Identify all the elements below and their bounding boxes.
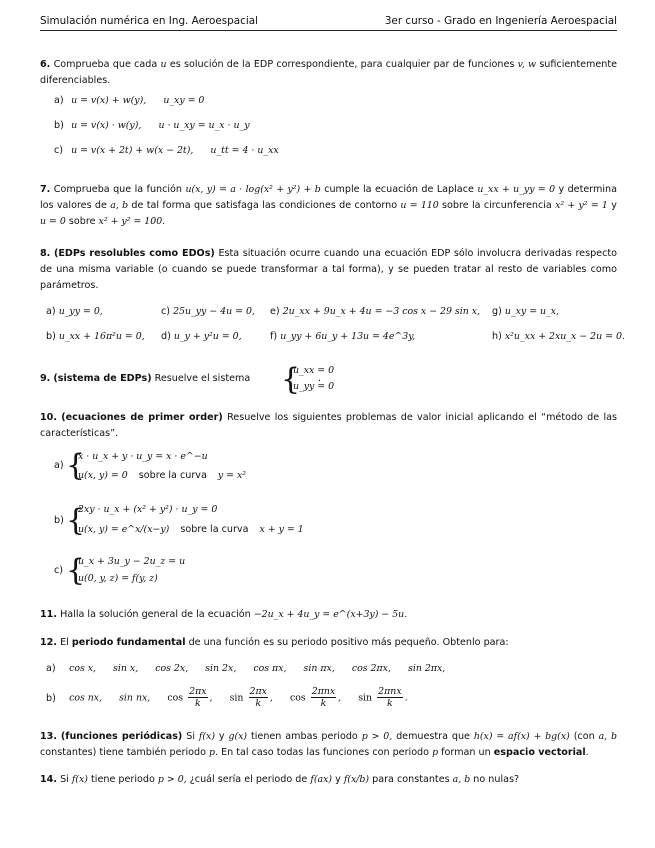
math: p > 0, xyxy=(157,774,187,785)
function: cos x, xyxy=(69,663,97,674)
problem-8-item-c xyxy=(161,306,255,317)
equation: u_xy = u_x, xyxy=(504,306,560,317)
fraction xyxy=(377,686,402,709)
function: cos nx, xyxy=(69,692,103,704)
fraction xyxy=(188,686,207,709)
problem-10-statement xyxy=(40,410,617,442)
math: u_xx + u_yy = 0 xyxy=(477,184,556,195)
problem-number: 6. xyxy=(40,59,51,70)
problem-number: 14. xyxy=(40,774,57,785)
problem-number: 11. xyxy=(40,609,57,620)
text: Comprueba que la función xyxy=(53,184,182,195)
problem-12-item-b xyxy=(46,686,408,709)
problem-8-item-d xyxy=(161,331,242,342)
item-label: d) xyxy=(161,331,171,342)
function: sin x, xyxy=(113,663,139,674)
item-label: b) xyxy=(54,120,64,131)
comma: , xyxy=(338,692,342,704)
text: de tal forma que satisfaga las condiciones de contorno xyxy=(131,200,398,211)
problem-8-item-e xyxy=(270,306,480,317)
problem-number: 8. xyxy=(40,248,51,259)
bold-term: espacio vectorial xyxy=(493,747,586,758)
item-label: e) xyxy=(270,306,280,317)
math: h(x) = af(x) + bg(x) xyxy=(473,731,570,742)
text: sobre xyxy=(68,216,96,227)
left-brace: { xyxy=(66,553,86,588)
problem-14-statement xyxy=(40,774,519,785)
math: a, b xyxy=(452,774,471,785)
text: . xyxy=(585,747,589,758)
numerator: 2πnx xyxy=(378,686,402,697)
problem-title: (sistema de EDPs) xyxy=(53,373,152,384)
period: . xyxy=(404,692,408,704)
period: . xyxy=(318,373,322,384)
function: cos πx, xyxy=(253,663,287,674)
problem-12-statement xyxy=(40,637,509,648)
text: no nulas? xyxy=(473,774,520,785)
equation: u = v(x) · w(y), xyxy=(71,120,142,131)
problem-8-statement xyxy=(40,246,617,294)
text: sobre la curva xyxy=(138,470,207,481)
math: f(x/b) xyxy=(343,774,370,785)
math: −2u_x + 4u_y = e^(x+3y) − 5u. xyxy=(253,609,408,620)
item-label: a) xyxy=(46,306,56,317)
fraction xyxy=(311,686,336,709)
denominator: k xyxy=(387,698,393,709)
equation: u = v(x + 2t) + w(x − 2t), xyxy=(71,145,194,156)
math: u(x, y) = e^x/(x−y) xyxy=(78,524,170,535)
denominator: k xyxy=(320,698,327,709)
equation: u_yy + 6u_y + 13u = 4e^3y, xyxy=(280,331,416,342)
problem-7-statement xyxy=(40,182,617,230)
system-eq-1: u_xx = 0 xyxy=(293,365,335,376)
problem-6-statement xyxy=(40,57,617,89)
text: demuestra que xyxy=(396,731,470,742)
math: u = 110 xyxy=(400,200,439,211)
equation: 25u_yy − 4u = 0, xyxy=(173,306,255,317)
text: Resuelve el sistema xyxy=(154,373,251,384)
problem-8-item-b xyxy=(46,331,145,342)
math: a, b xyxy=(598,731,617,742)
problem-number: 7. xyxy=(40,184,51,195)
function: cos 2x, xyxy=(155,663,189,674)
math: x² + y² = 100. xyxy=(98,216,166,227)
item-label: c) xyxy=(54,145,64,156)
problem-8-item-a xyxy=(46,306,103,317)
problem-8-item-h xyxy=(492,331,625,342)
equation: u_xy = 0 xyxy=(163,95,205,106)
denominator: k xyxy=(255,698,262,709)
problem-13-statement xyxy=(40,729,617,761)
text: sobre la circunferencia xyxy=(442,200,552,211)
text: cumple la ecuación de Laplace xyxy=(324,184,474,195)
item-label: g) xyxy=(492,306,502,317)
left-brace: { xyxy=(66,448,86,483)
math: v, w xyxy=(517,59,537,70)
problem-6-item-a xyxy=(54,95,204,106)
text: Esta situación ocurre cuando una ecuación EDP sólo involucra derivadas respecto de una misma variable (o cuando se puede transformar a tal forma), y se pueden tratar al resto de variables como parámetros. xyxy=(40,248,617,291)
item-label: h) xyxy=(492,331,502,342)
numerator: 2πx xyxy=(249,686,267,697)
problem-6-item-b xyxy=(54,120,250,131)
text: constantes) tiene también periodo xyxy=(40,747,206,758)
problem-title: (EDPs resolubles como EDOs) xyxy=(53,248,215,259)
text: Halla la solución general de la ecuación xyxy=(60,609,251,620)
fraction xyxy=(249,686,268,709)
header-degree: 3er curso - Grado en Ingeniería Aeroespacial xyxy=(384,15,617,27)
function: sin 2x, xyxy=(205,663,237,674)
problem-10-item-a-label: a) xyxy=(54,460,64,471)
comma: , xyxy=(269,692,273,704)
problem-12-item-a xyxy=(46,663,445,674)
math: u(x, y) = a · log(x² + y²) + b xyxy=(185,184,321,195)
left-brace: { xyxy=(66,503,86,538)
equation: u_xx + 16π²u = 0, xyxy=(58,331,145,342)
math: a, b xyxy=(110,200,129,211)
item-label: a) xyxy=(54,95,64,106)
text: (con xyxy=(573,731,595,742)
text: Si xyxy=(186,731,195,742)
math: f(x) xyxy=(71,774,88,785)
math: f(x) xyxy=(198,731,215,742)
problem-number: 9. xyxy=(40,373,51,384)
problem-10-item-b-label: b) xyxy=(54,515,64,526)
math: u(x, y) = 0 xyxy=(78,470,128,481)
text: Si xyxy=(60,774,69,785)
text: y xyxy=(611,200,617,211)
text: de una función es su periodo positivo más pequeño. Obtenlo para: xyxy=(188,637,509,648)
math: g(x) xyxy=(228,731,248,742)
equation: u_y + y²u = 0, xyxy=(173,331,242,342)
math: p xyxy=(432,747,439,758)
math: x² + y² = 1 xyxy=(555,200,608,211)
function: cos 2πx, xyxy=(351,663,391,674)
problem-10-item-c-label: c) xyxy=(54,565,64,576)
function: sin nx, xyxy=(119,692,151,704)
problem-6-item-c xyxy=(54,145,279,156)
problem-9-statement xyxy=(40,373,250,384)
text: y xyxy=(335,774,341,785)
denominator: k xyxy=(194,698,201,709)
equation: u_yy = 0, xyxy=(58,306,103,317)
problem-title: (funciones periódicas) xyxy=(60,731,183,742)
problem-11-statement xyxy=(40,609,407,620)
item-label: f) xyxy=(270,331,278,342)
system-eq-2: u_yy = 0 xyxy=(293,381,335,392)
function-name: sin xyxy=(358,692,373,704)
function-name: sin xyxy=(229,692,244,704)
bold-term: periodo fundamental xyxy=(71,637,186,648)
equation: u = v(x) + w(y), xyxy=(71,95,147,106)
text: es solución de la EDP correspondiente, para cualquier par de funciones xyxy=(169,59,515,70)
function: sin πx, xyxy=(303,663,335,674)
problem-8-item-f xyxy=(270,331,415,342)
problem-number: 10. xyxy=(40,412,57,423)
math: y = x² xyxy=(217,470,247,481)
text: y xyxy=(218,731,225,742)
numerator: 2πx xyxy=(189,686,207,697)
text: ¿cuál sería el periodo de xyxy=(189,774,308,785)
text: tienen ambas periodo xyxy=(251,731,358,742)
math: u = 0 xyxy=(40,216,66,227)
page-header xyxy=(40,15,617,31)
problem-8-item-g xyxy=(492,306,559,317)
math: p > 0, xyxy=(361,731,393,742)
text: Resuelve los siguientes problemas de valor inicial aplicando el “método de las características”. xyxy=(40,412,617,439)
comma: , xyxy=(209,692,213,704)
pde-equation: u_x + 3u_y − 2u_z = u xyxy=(78,556,186,567)
problem-title: (ecuaciones de primer order) xyxy=(61,412,223,423)
initial-condition xyxy=(78,470,246,481)
equation: u_tt = 4 · u_xx xyxy=(210,145,279,156)
text: tiene periodo xyxy=(91,774,155,785)
math: u xyxy=(160,59,167,70)
header-course-title: Simulación numérica en Ing. Aeroespacial xyxy=(40,15,258,27)
initial-condition: u(0, y, z) = f(y, z) xyxy=(78,573,158,584)
math: p. xyxy=(209,747,219,758)
text: suficientemente diferenciables. xyxy=(40,59,618,86)
function-name: cos xyxy=(167,692,184,704)
text: forman un xyxy=(441,747,491,758)
pde-equation: x · u_x + y · u_y = x · e^−u xyxy=(78,451,208,462)
item-label: b) xyxy=(46,331,56,342)
text: sobre la curva xyxy=(180,524,249,535)
problem-number: 12. xyxy=(40,637,57,648)
numerator: 2πnx xyxy=(311,686,336,697)
problem-number: 13. xyxy=(40,731,57,742)
pde-equation: 2xy · u_x + (x² + y²) · u_y = 0 xyxy=(78,504,218,515)
math: x + y = 1 xyxy=(259,524,304,535)
text: y determina los valores de xyxy=(40,184,617,211)
item-label: a) xyxy=(46,663,56,674)
function: sin 2πx, xyxy=(408,663,446,674)
left-brace: { xyxy=(281,362,301,397)
math: f(ax) xyxy=(310,774,333,785)
equation: 2u_xx + 9u_x + 4u = −3 cos x − 29 sin x, xyxy=(282,306,481,317)
item-label: b) xyxy=(46,692,56,704)
equation: u · u_xy = u_x · u_y xyxy=(158,120,250,131)
text: En tal caso todas las funciones con periodo xyxy=(221,747,430,758)
initial-condition xyxy=(78,524,304,535)
function-name: cos xyxy=(289,692,306,704)
equation: x²u_xx + 2xu_x − 2u = 0. xyxy=(504,331,625,342)
text: Comprueba que cada xyxy=(53,59,158,70)
text: para constantes xyxy=(372,774,450,785)
text: El xyxy=(60,637,69,648)
item-label: c) xyxy=(161,306,171,317)
